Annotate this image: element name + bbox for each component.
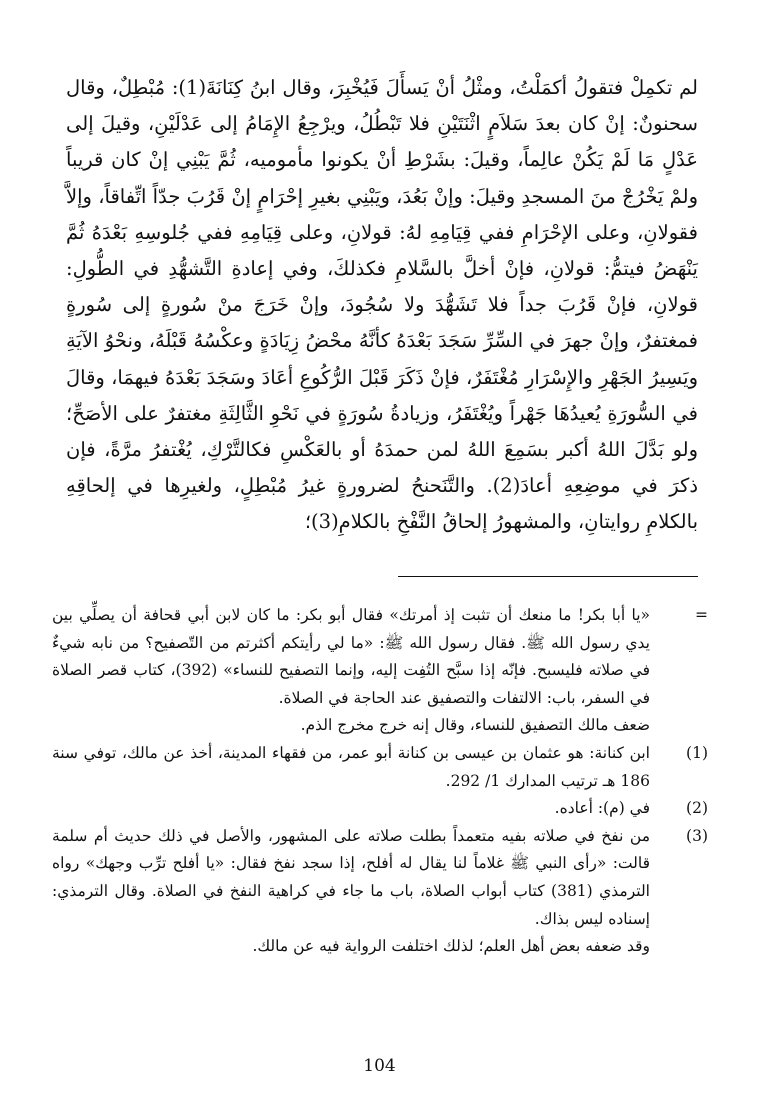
footnote-separator [398, 576, 698, 577]
page-number: 104 [363, 1056, 396, 1076]
footnote-2 [52, 795, 708, 823]
footnote-number: (3) [686, 826, 708, 845]
footnote-number: (2) [686, 799, 708, 818]
footnotes-block [52, 602, 708, 961]
footnote-final-line: وقد ضعفه بعض أهل العلم؛ لذلك اختلفت الرواية فيه عن مالك. [252, 937, 650, 956]
footnote-3 [52, 823, 708, 933]
footnote-text: ابن كنانة: هو عثمان بن عيسى بن كنانة أبو عمر، من فقهاء المدينة، أخذ عن مالك، توفي سنة 186 هـ ترتيب المدارك 1/ 292. [52, 743, 650, 790]
footnote-text: في (م): أعاده. [554, 799, 650, 818]
footnote-text: من نفخ في صلاته بفيه متعمداً بطلت صلاته على المشهور، والأصل في ذلك حديث أم سلمة قالت: «رأى النبي ﷺ غلاماً لنا يقال له أفلح، إذا سجد نفخ فقال: «يا أفلح ترِّب وجهك» رواه الترمذي (381) كتاب أبواب الصلاة، باب ما جاء في كراهية النفخ في الصلاة. وقال الترمذي: إسناده ليس بذاك. [52, 826, 650, 928]
main-text-block [66, 70, 698, 541]
footnote-1 [52, 740, 708, 795]
continuation-marker: = [695, 606, 708, 624]
main-paragraph: لم تكمِلْ فتقولُ أكمَلْتُ، ومثْلُ أنْ يَسأَلَ فَيُخْبِرَ، وقال ابنُ كِنَانَةَ(1): مُبْطِلٌ، وقال سحنونٌ: إنْ كان بعدَ سَلاَمٍ اثْنَتَيْنِ فلا تَبْطُلُ، ويرْجِعُ الإِمَامُ إلى عَدْلَيْنِ، وقيلَ إلى عَدْلٍ مَا لَمْ يَكُنْ عالِماً، وقيلَ: بشَرْطِ أنْ يكونوا مأموميه، ثُمَّ يَبْنِي إنْ كان قريباً ولمْ يَخْرُجْ منَ المسجدِ وقيلَ: وإنْ بَعُدَ، ويَبْنِي بغيرِ إحْرَامٍ إنْ قَرُبَ جدّاً اتِّفاقاً، وإلاَّ فقولانِ، وعلى الإحْرَامِ ففي قِيَامِهِ لهُ: قولانِ، وعلى قِيَامِهِ ففي جُلوسِهِ بَعْدَهُ ثُمَّ يَنْهَضُ فيتمُّ: قولانِ، فإنْ أخلَّ بالسَّلامِ فكذلكَ، وفي إعادةِ التَّشهُّدِ في الطُّولِ: قولانِ، فإنْ قَرُبَ جداً فلا تَشَهُّدَ ولا سُجُودَ، وإنْ خَرَجَ منْ سُورةٍ إلى سُورةٍ فمغتفرٌ، وإنْ جهرَ في السِّرِّ سَجَدَ بَعْدَهُ كأنَّهُ محْضُ زِيَادَةٍ وعكْسُهُ قَبْلَهُ، ونحْوُ الآيَةِ ويَسِيرُ الجَهْرِ والإِسْرَارِ مُغْتَفَرٌ، فإنْ ذَكَرَ قَبْلَ الرُّكُوعِ أعَادَ وسَجَدَ بَعْدَهُ فيهمَا، وقالَ في السُّورَةِ يُعيدُهَا جَهْراً ويُغْتَفَرُ، وزيادةُ سُورَةٍ في نَحْوِ الثَّالِثَةِ مغتفرٌ على الأصَحِّ؛ ولو بَدَّلَ اللهُ أكبر بسَمِعَ اللهُ لمن حمدَهُ أو بالعَكْسِ فكالتَّرْكِ، يُغْتفرُ مرَّةً، فإن ذكرَ في موضِعِهِ أعادَ(2). والتَّنَحنحُ لضرورةٍ غيرُ مُبْطِلٍ، ولغيرِها في إلحاقِهِ بالكلامِ روايتانِ، والمشهورُ إلحاقُ النَّفْخِ بالكلامِ(3)؛ [66, 76, 699, 534]
continuation-extra: ضعف مالك التصفيق للنساء، وقال إنه خرج مخرج الذم. [300, 716, 650, 735]
continuation-text: «يا أبا بكر! ما منعك أن تثبت إذ أمرتك» فقال أبو بكر: ما كان لابن أبي قحافة أن يصلِّي بين يدي رسول الله ﷺ. فقال رسول الله ﷺ: «ما لي رأيتكم أكثرتم من التّصفيح؟ من نابه شيءٌ في صلاته فليسبح. فإنّه إذا سبَّح التُفِت إليه، وإنما التصفيح للنساء» (392)، كتاب قصر الصلاة في السفر، باب: الالتفات والتصفيق عند الحاجة في الصلاة. [52, 606, 650, 707]
footnote-continuation [52, 602, 708, 712]
footnote-number: (1) [686, 743, 708, 762]
